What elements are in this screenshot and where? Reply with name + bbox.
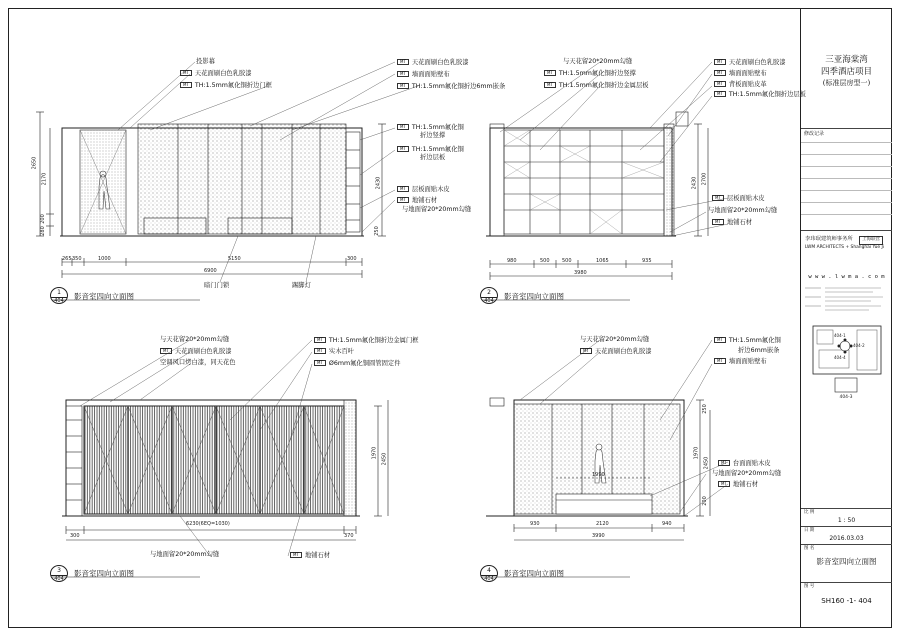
d1-title: 影音室四向立面图 — [74, 292, 134, 301]
d2-dim: 980 — [507, 258, 517, 264]
d1-dim: 2430 — [375, 176, 382, 190]
elevation-4 — [486, 340, 728, 540]
material-tag: MT — [714, 91, 726, 97]
d4-dim: 200 — [701, 496, 708, 506]
d3-callout: MT 天花面刷白色乳胶漆 — [160, 348, 232, 355]
material-tag: MT — [180, 82, 192, 88]
scale-value: 1 : 50 — [837, 517, 856, 524]
drawing-number-value: SH160 -1- 404 — [821, 597, 872, 605]
project-name-line2: 四季酒店项目 — [820, 67, 872, 77]
elevation-1 — [36, 62, 418, 282]
d2-title: 影音室四向立面图 — [504, 292, 564, 301]
d1-dim: 200 — [39, 214, 46, 224]
d1-side-note: 折边竖撑 — [420, 132, 446, 139]
d1-callout-trim-strip: MT TH:1.5mm氟化铜折边6mm嵌条 — [397, 83, 505, 90]
d1-side-note: MT TH:1.5mm氟化铜 — [397, 146, 464, 153]
d1-side-note: MT 地铺石材 — [397, 197, 437, 204]
d3-dim: 2450 — [381, 452, 388, 466]
d3-title: 影音室四向立面图 — [74, 569, 134, 578]
d1-dim: 1000 — [98, 256, 111, 262]
d1-dim: 280 — [39, 226, 46, 236]
d2-dim: 2430 — [691, 176, 698, 190]
d4-callout-right: MT 墙面面贴壁布 — [714, 358, 767, 365]
material-tag: MT — [314, 337, 326, 343]
d3-callout: 空调风口烤白漆，同天花色 — [160, 359, 236, 366]
d4-side-note: MT 地铺石材 — [718, 481, 758, 488]
d4-dim: 930 — [530, 521, 540, 527]
material-tag: MT — [580, 348, 592, 354]
material-tag: MT — [397, 186, 409, 192]
revision-label: 修改记录 — [804, 131, 825, 137]
d1-dim: 5150 — [228, 256, 241, 262]
material-tag: MT — [714, 337, 726, 343]
d2-callout: MT TH:1.5mm氟化铜折边金属层板 — [544, 82, 649, 89]
title-block — [800, 8, 892, 628]
material-tag: MT — [718, 481, 730, 487]
material-tag: MT — [160, 348, 172, 354]
d4-callout: MT 天花面刷白色乳胶漆 — [580, 348, 652, 355]
key-plan-tag-1: 404-1 — [834, 333, 846, 338]
firm-website: w w w . l w m a . c o m — [808, 274, 885, 280]
drawing-name-value: 影音室四向立面图 — [816, 557, 877, 566]
key-plan-tag-2: 404-2 — [853, 343, 865, 348]
material-tag: MT — [718, 460, 730, 466]
d3-dim: 370 — [344, 533, 354, 539]
d1-callout-projection-screen: 投影幕 — [196, 58, 215, 65]
d2-side-note: MT 地铺石材 — [712, 219, 752, 226]
firm-name-cn: 李玮珉建筑师事务所 — [805, 236, 853, 242]
project-name-line1: 三亚海棠湾 — [825, 55, 868, 65]
d1-side-note: 折边层板 — [420, 154, 446, 161]
d3-callout-bottom: MT 地铺石材 — [290, 552, 330, 559]
material-tag: MT — [397, 59, 409, 65]
material-tag: MT — [712, 219, 724, 225]
d2-callout-right: MT 墙面面贴壁布 — [714, 70, 767, 77]
d4-dim-inner: 1990 — [592, 472, 605, 478]
d2-side-note: MT 层板面贴木皮 — [712, 195, 765, 202]
d3-callout: 与天花留20*20mm勾缝 — [160, 336, 230, 343]
material-tag: MT — [714, 70, 726, 76]
d4-callout: 与天花留20*20mm勾缝 — [580, 336, 650, 343]
project-name-line3: (标准层房型一) — [822, 79, 871, 87]
d1-label-door-lock: 暗门门锁 — [204, 282, 230, 289]
date-label: 日 期 — [804, 528, 815, 533]
d4-dim: 2120 — [596, 521, 609, 527]
firm-address-block — [801, 284, 892, 318]
d4-number-badge: 4 404 — [480, 565, 498, 582]
material-tag: MT — [712, 195, 724, 201]
key-plan-ref: 404-3 — [839, 395, 853, 400]
d1-callout-ceiling-paint: MT 天花面刷白色乳胶漆 — [180, 70, 252, 77]
d3-callout-right: MT 实木百叶 — [314, 348, 354, 355]
d2-side-note: 与地面留20*20mm勾缝 — [708, 207, 778, 214]
material-tag: MT — [544, 70, 556, 76]
d1-callout-wall-fabric: MT 墙面面贴壁布 — [397, 71, 450, 78]
key-plan-tag-4: 404-4 — [834, 355, 846, 360]
d1-dim: 2170 — [41, 172, 48, 186]
d1-dim: 2650 — [31, 156, 38, 170]
d4-dim: 2450 — [703, 456, 710, 470]
d2-callout-right: MT 天花面刷白色乳胶漆 — [714, 59, 786, 66]
d3-callout-right: MT Ø6mm氟化铜圆管固定件 — [314, 360, 401, 367]
material-tag: MT — [290, 552, 302, 558]
d4-side-note: 与地面留20*20mm勾缝 — [712, 470, 782, 477]
scale-label: 比 例 — [804, 510, 815, 515]
d1-side-note: 与地面留20*20mm勾缝 — [402, 206, 472, 213]
material-tag: MT — [397, 124, 409, 130]
d2-dim: 500 — [540, 258, 550, 264]
material-tag: MT — [714, 81, 726, 87]
firm-name-en: LWM ARCHITECTS + Shanghai Yue Ji — [805, 245, 885, 250]
elevation-2 — [486, 62, 728, 280]
d1-dim: 265 — [62, 256, 72, 262]
d2-dim: 935 — [642, 258, 652, 264]
drawing-number-label: 图 号 — [804, 584, 815, 589]
material-tag: MT — [397, 146, 409, 152]
d1-side-note: MT TH:1.5mm氟化铜 — [397, 124, 464, 131]
d2-callout-right: MT 背板面贴皮革 — [714, 81, 767, 88]
d4-dim-total: 3990 — [592, 533, 605, 539]
material-tag: MT — [544, 82, 556, 88]
d1-label-kick-light: 踢脚灯 — [292, 282, 311, 289]
material-tag: MT — [180, 70, 192, 76]
d3-callout-bottom: 与地面留20*20mm勾缝 — [150, 551, 220, 558]
d2-callout: 与天花留20*20mm勾缝 — [563, 58, 633, 65]
material-tag: MT — [397, 71, 409, 77]
material-tag: MT — [714, 358, 726, 364]
d4-dim: 1970 — [693, 446, 700, 460]
d2-number-badge: 2 404 — [480, 287, 498, 304]
material-tag: MT — [714, 59, 726, 65]
d4-dim: 940 — [662, 521, 672, 527]
d2-callout: MT TH:1.5mm氟化铜折边竖撑 — [544, 70, 636, 77]
material-tag: MT — [397, 197, 409, 203]
d1-dim: 250 — [373, 226, 380, 236]
d4-side-note: MT 台面面贴木皮 — [718, 460, 771, 467]
d4-callout-right: 折边6mm嵌条 — [738, 347, 780, 354]
d1-callout-ceiling-paint-right: MT 天花面刷白色乳胶漆 — [397, 59, 469, 66]
d2-dim: 2700 — [701, 172, 708, 186]
d2-callout-right: MT TH:1.5mm氟化铜折边层板 — [714, 91, 806, 98]
d1-side-note: MT 层板面贴木皮 — [397, 186, 450, 193]
material-tag: MT — [314, 360, 326, 366]
d1-dim: 350 — [72, 256, 82, 262]
d3-callout-right: MT TH:1.5mm氟化铜折边金属门框 — [314, 337, 419, 344]
date-value: 2016.03.03 — [829, 535, 864, 542]
drawing-name-label: 图 名 — [804, 546, 815, 551]
key-plan — [801, 318, 892, 400]
firm-stamp: 上海联营 — [859, 236, 883, 245]
d1-callout-door-frame: MT TH:1.5mm氟化铜折边门框 — [180, 82, 272, 89]
d1-number-badge: 1 404 — [50, 287, 68, 304]
d4-callout-right: MT TH:1.5mm氟化铜 — [714, 337, 781, 344]
d1-dim: 300 — [347, 256, 357, 262]
d3-dim-total: 6230(6EQ=1030) — [186, 521, 230, 527]
d1-dim-total: 6900 — [204, 268, 217, 274]
material-tag: MT — [314, 348, 326, 354]
d3-dim: 1970 — [371, 446, 378, 460]
d2-dim-total: 3980 — [574, 270, 587, 276]
d2-dim: 500 — [562, 258, 572, 264]
d2-dim: 1065 — [596, 258, 609, 264]
d4-title: 影音室四向立面图 — [504, 569, 564, 578]
material-tag: MT — [397, 83, 409, 89]
d3-number-badge: 3 404 — [50, 565, 68, 582]
d4-dim: 250 — [701, 404, 708, 414]
d3-dim: 300 — [70, 533, 80, 539]
